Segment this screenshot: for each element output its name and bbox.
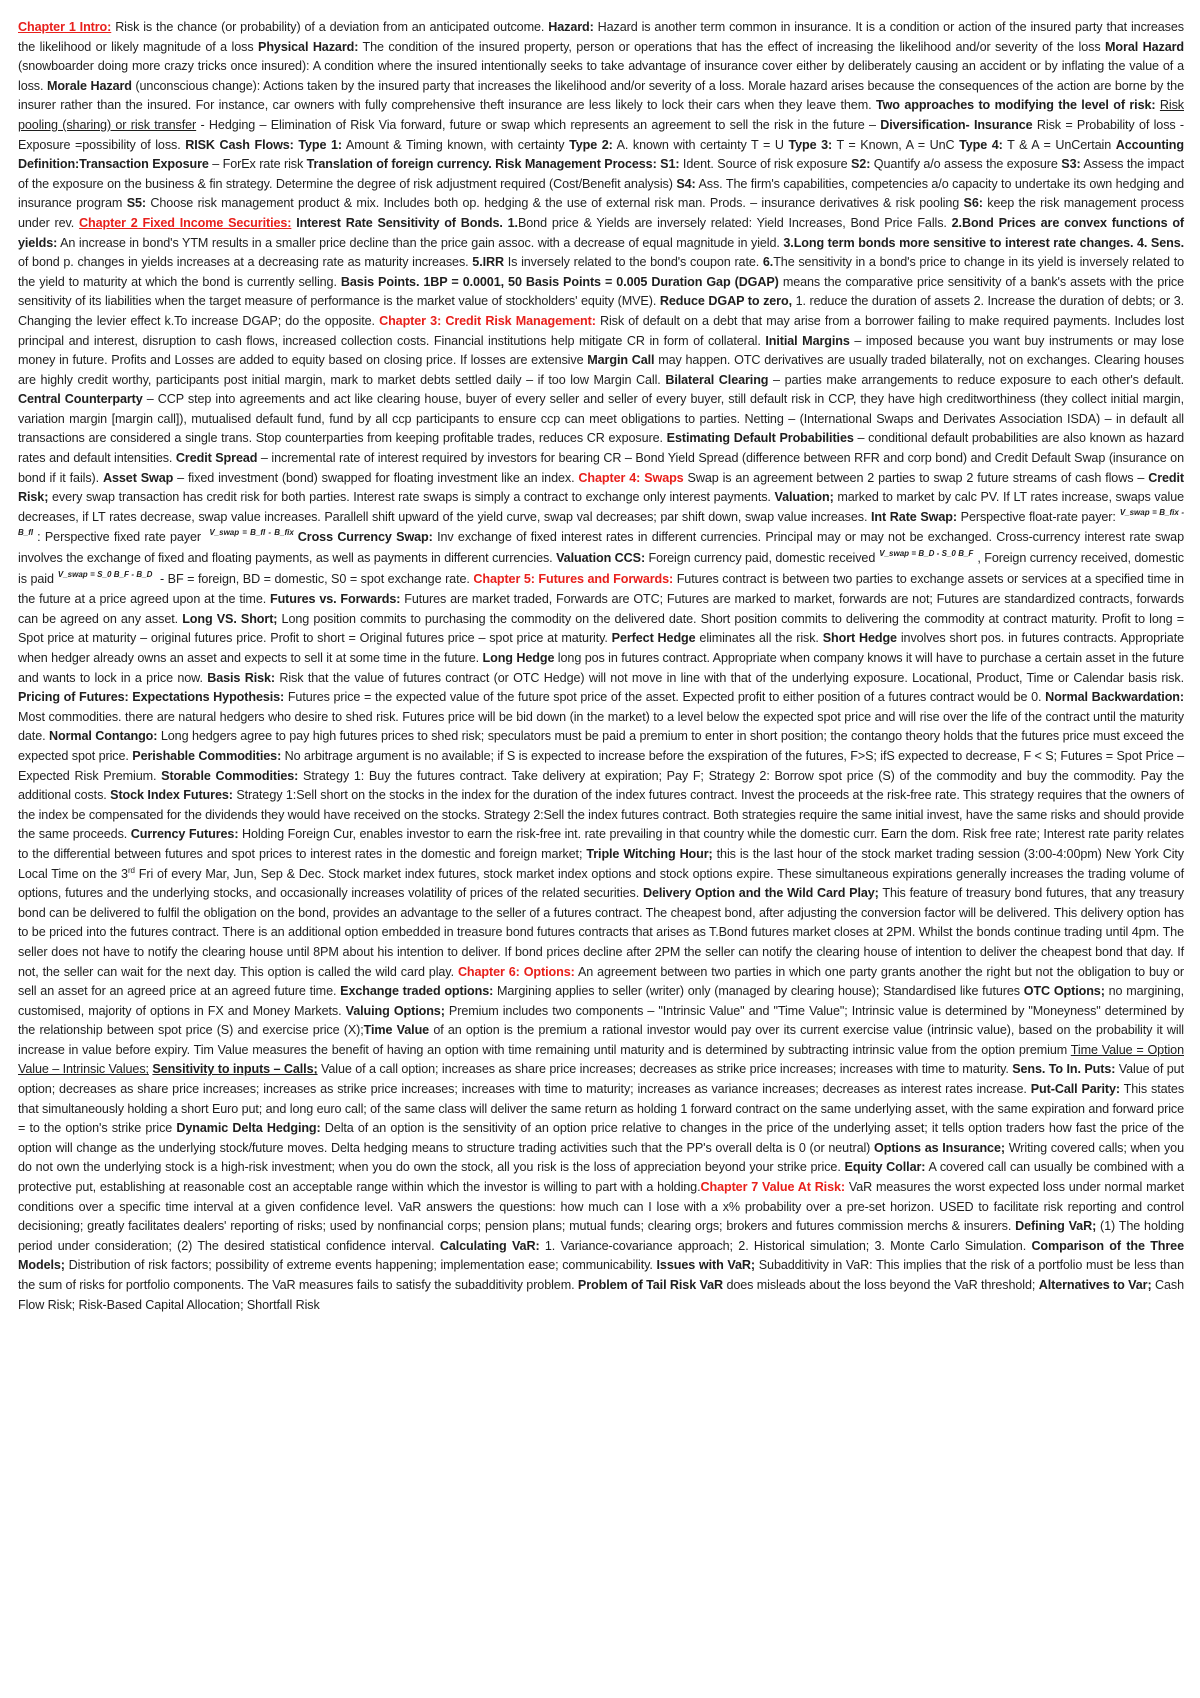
term-otc-options: OTC Options; [1023, 984, 1105, 999]
term-exchange-traded-options: Exchange traded options: [340, 984, 494, 999]
text-run: VaR measures the worst expected loss under normal market conditions over a specific time interval at a given confidence level. VaR answers the questions: how much can I lose with a x% probability over a pre-set horizon. USED to facilitate risk reporting and control decisioning; greatly facilitates dealers' reporting of risks; used by nonfinancial corps; pension plans; mutual funds; clearing orgs; brokers and futures commission merchs & insurers. [18, 1180, 1184, 1234]
term-long-term-bonds: 3.Long term bonds more sensitive to interest rate changes. 4. Sens. [783, 235, 1184, 250]
text-run: Risk that the value of futures contract (or OTC Hedge) will not move in line with that of the underlying exposure. Locational, Product, Time or Calendar basis risk. [275, 670, 1184, 685]
text-run: - Hedging – Elimination of Risk Via forward, future or swap which represents an agreement to sell the risk in the future – [196, 117, 881, 132]
term-s2: S2: [851, 157, 871, 172]
term-perishable-commodities: Perishable Commodities: [132, 748, 282, 763]
term-sensitivity-calls: Sensitivity to inputs – Calls; [152, 1062, 318, 1077]
text-run: Ident. Source of risk exposure [679, 157, 851, 172]
text-run: Strategy 1: Buy the futures contract. Take delivery at expiration; Pay F; Strategy 2: Borrow spot price (S) of the commodity and buy the commodity. Pay the additional costs. [18, 768, 1185, 803]
text-run: The sensitivity in a bond's price to change in its yield is inversely related to the yield to maturity at which the bond is currently selling. [18, 255, 1184, 289]
term-issues-with-var: Issues with VaR; [656, 1258, 755, 1273]
ordinal-suffix: rd [127, 865, 135, 875]
notes-paragraph [18, 18, 1184, 1315]
text-run: T & A = UnCertain [1002, 137, 1116, 152]
term-perfect-hedge: Perfect Hedge [611, 631, 696, 646]
text-run: this is the last hour of the stock market trading session (3:00-4:00pm) New York City Local Time on the 3 [18, 846, 1184, 881]
term-delivery-option: Delivery Option and the Wild Card Play; [642, 886, 879, 901]
term-6: 6. [762, 255, 774, 270]
text-run: every swap transaction has credit risk for both parties. Interest rate swaps is simply a contract to exchange only interest payments. [48, 490, 775, 505]
term-comparison-models: Comparison of the Three Models; [18, 1238, 1184, 1273]
term-basis-risk: Basis Risk: [207, 670, 276, 685]
term-triple-witching-hour: Triple Witching Hour; [586, 846, 713, 861]
text-run: Risk of default on a debt that may arise from a borrower failing to make required payments. Includes lost principal and interest, disruption to cash flows, increased collection costs. Financial institutions help mitigate CR in form of collateral. [18, 313, 1184, 348]
text-run: – parties make arrangements to reduce exposure to each other's default. [768, 372, 1184, 387]
term-risk-management-process: Translation of foreign currency. Risk Management Process: S1: [306, 157, 680, 172]
term-credit-risk: Credit Risk; [18, 470, 1184, 505]
text-run: – conditional default probabilities are also known as hazard rates and default intensities. [18, 431, 1184, 466]
term-interest-rate-sensitivity: Interest Rate Sensitivity of Bonds. 1. [291, 215, 518, 230]
text-run: – CCP step into agreements and act like clearing house, buyer of every seller and seller of every buyer, still default risk in CCP, they have high creditworthiness (they collect initial margin, variation margin [margin call]), mutualised default fund, fund by all ccp participants to ensure ccp can meet obligations to parties. Netting – (International Swaps and Derivates Association ISDA) – in default all transactions are considered a single trans. Stop counterparties from keeping profitable trades, reduces CR exposure. [18, 392, 1184, 446]
term-type-4: Type 4: [959, 137, 1003, 152]
text-run: involves short pos. in futures contracts. Appropriate when hedger already owns an asset and expects to sell it at some time in the future. [18, 631, 1184, 665]
term-int-rate-swap: Int Rate Swap: [871, 509, 957, 524]
text-run: Inv exchange of fixed interest rates in different currencies. Principal may or may not be exchanged. Cross-currency interest rate swap involves the exchange of fixed and floating payments, as well as payments in different currencies. [18, 530, 1184, 566]
term-alternatives-to-var: Alternatives to Var; [1038, 1278, 1152, 1292]
term-risk-pooling: Risk pooling (sharing) or risk transfer [18, 98, 1184, 132]
text-run: Choose risk management product & mix. Includes both op. hedging & the use of external risk man. Prods. – insurance derivatives & risk pooling [146, 196, 964, 211]
text-run: Value of put option; decreases as share price increases; increases as strike price increases; increases with time to maturity; increases as variance increases; decreases as interest rates increase. [18, 1062, 1184, 1097]
text-run: Quantify a/o assess the exposure [870, 157, 1062, 172]
term-type-3: Type 3: [788, 137, 833, 152]
term-risk-cash-flows: RISK Cash Flows: Type 1: [185, 137, 343, 152]
text-run: Distribution of risk factors; possibility of extreme events happening; implementation ease; communicability. [64, 1258, 657, 1273]
term-pricing-of-futures: Pricing of Futures: Expectations Hypothesis: [18, 690, 285, 705]
chapter-6-heading: Chapter 6: Options: [457, 964, 575, 979]
text-run: – imposed because you want buy instruments or may lose money in future. Profits and Losses are added to equity based on closing price. If losses are extensive [18, 333, 1184, 368]
formula-fixed-payer: V_swap = B_fl - B_fix [209, 528, 294, 538]
chapter-4-heading: Chapter 4: Swaps [578, 470, 684, 485]
text-run: – incremental rate of interest required by investors for bearing CR – Bond Yield Spread (difference between RFR and corp bond) and Credit Default Swap (insurance on bond if it fails). [18, 451, 1184, 485]
term-stock-index-futures: Stock Index Futures: [110, 788, 233, 803]
term-default-probabilities: Estimating Default Probabilities [666, 431, 854, 446]
text-run: of bond p. changes in yields increases at a decreasing rate as maturity increases. [18, 255, 473, 270]
text-run: (1) The holding period under consideration; (2) The desired statistical confidence interval. [18, 1219, 1184, 1253]
text-run: A. known with certainty T = U [612, 137, 789, 152]
text-run: does misleads about the loss beyond the VaR threshold; [723, 1278, 1039, 1292]
term-asset-swap: Asset Swap [102, 470, 174, 485]
text-run: 1. Variance-covariance approach; 2. Historical simulation; 3. Monte Carlo Simulation. [539, 1238, 1032, 1253]
text-run: (snowboarder doing more crazy tricks once insured): A condition where the insured intentionally seeks to take advantage of insurance cover either by deliberately causing an accident or by inflating the value of a loss. [18, 59, 1184, 93]
term-hazard: Hazard: [548, 20, 594, 34]
text-run: (unconscious change): Actions taken by the insured party that increases the likelihood and/or severity of a loss. Morale hazard arises because the consequences of the action are borne by the insurer rather than the insured. For instance, car owners with fully comprehensive theft insurance are less likely to lock their cars when they leave them. [18, 78, 1184, 113]
term-convex: 2.Bond Prices are convex functions of yields: [18, 215, 1185, 250]
text-run: keep the risk management process under rev. [18, 196, 1185, 230]
term-time-value: Time Value [363, 1023, 430, 1038]
term-physical-hazard: Physical Hazard: [258, 39, 359, 54]
text-run: Risk = Probability of loss - Exposure =possibility of loss. [18, 117, 1185, 152]
text-run: may happen. OTC derivatives are usually traded bilaterally, not on exchanges. Clearing houses are highly credit worthy, participants post initial margin, mark to market debts settled daily – if too low Margin Call. [18, 353, 1184, 387]
text-run: Strategy 1:Sell short on the stocks in the index for the duration of the index futures contract. Invest the proceeds at the risk-free rate. This strategy requires that the owners of the index be compensated for the dividends they would have received on the stocks. Strategy 2:Sell the index futures contract. Both strategies require the same initial invest, have the same risks and should provide the same proceeds. [18, 788, 1185, 842]
text-run: Ass. The firm's capabilities, competencies a/o capacity to undertake its own hedging and insurance program [18, 176, 1184, 211]
text-run: Long hedgers agree to pay high futures prices to shed risk; speculators must be paid a premium to enter in short position; the contango theory holds that the futures price must exceed the expected spot price. [18, 729, 1184, 763]
text-run: marked to market by calc PV. If LT rates increase, swaps value decreases, if LT rates decrease, swap value increases. Parallell shift upward of the yield curve, swap val decreases; par shift down, swap value increases. [18, 490, 1184, 524]
text-run: Long position commits to purchasing the commodity on the delivered date. Short position commits to delivering the commodity at contract maturity. Profit to long = Spot price at maturity – original futures price. Profit to short = Original futures price – spot price at maturity. [18, 611, 1184, 646]
term-dynamic-delta-hedging: Dynamic Delta Hedging: [176, 1121, 321, 1136]
term-long-hedge: Long Hedge [482, 651, 555, 665]
term-valuation: Valuation; [774, 490, 834, 505]
term-initial-margins: Initial Margins [765, 333, 850, 348]
term-central-counterparty: Central Counterparty [18, 392, 143, 407]
term-bilateral-clearing: Bilateral Clearing [665, 372, 769, 387]
term-transaction-exposure: Accounting Definition:Transaction Exposure [18, 137, 1184, 172]
term-valuing-options: Valuing Options; [345, 1003, 445, 1018]
text-run: An increase in bond's YTM results in a smaller price decline than the price gain assoc. with a decrease of equal magnitude in yield. [57, 235, 784, 250]
term-valuation-ccs: Valuation CCS: [556, 551, 646, 566]
term-tail-risk: Problem of Tail Risk VaR [577, 1278, 724, 1292]
chapter-2-heading: Chapter 2 Fixed Income Securities: [79, 215, 292, 230]
text-run: The condition of the insured property, person or operations that has the effect of increasing the likelihood and/or severity of the loss [358, 39, 1106, 54]
text-run: Assess the impact of the exposure on the business & fin strategy. Determine the degree of risk adjustment required (Cost/Benefit analysis) [18, 157, 1184, 191]
term-moral-hazard: Moral Hazard [1105, 39, 1184, 54]
term-defining-var: Defining VaR; [1015, 1219, 1097, 1234]
text-run: Bond price & Yields are inversely related: Yield Increases, Bond Price Falls. [517, 215, 952, 230]
term-s6: S6: [963, 196, 983, 211]
text-run: Value of a call option; increases as share price increases; decreases as strike price increases; increases with time to maturity. [317, 1062, 1013, 1077]
text-run: Delta of an option is the sensitivity of an option price relative to changes in the price of the underlying asset; it tells option traders how fast the price of the option will change as the underlying stock/future moves. Delta hedging means to structure trading activities such that the PP's overall delta is 0 (or neutral) [18, 1121, 1184, 1155]
text-run: Is inversely related to the bond's coupon rate. [504, 255, 763, 270]
term-s5: S5: [126, 196, 146, 211]
text-run: This states that simultaneously holding a short Euro put; and long euro call; of the same class will deliver the same return as holding 1 forward contract on the same underlying asset, with the same expiration and forward price = to the option's strike price [18, 1082, 1185, 1136]
term-reduce-dgap: Reduce DGAP to zero, [659, 294, 792, 309]
text-run: - BF = foreign, BD = domestic, S0 = spot exchange rate. [156, 571, 474, 586]
study-notes-sheet [18, 18, 1184, 1315]
text-run: An agreement between two parties in which one party grants another the right but not the obligation to buy or sell an asset for an agreed price at an agreed future time. [18, 964, 1184, 999]
term-type-2: Type 2: [569, 137, 613, 152]
term-put-call-parity: Put-Call Parity: [1030, 1082, 1120, 1097]
term-credit-spread: Credit Spread [175, 451, 258, 466]
text-run: A covered call can usually be combined with a protective put, establishing at reasonable cost an acceptable range within which the investor is willing to part with a holding. [18, 1160, 1184, 1195]
text-run: – fixed investment (bond) swapped for floating investment like an index. [173, 470, 579, 485]
formula-ccs-foreign-paid: V_swap = B_D - S_0 B_F [879, 549, 974, 559]
term-options-as-insurance: Options as Insurance; [874, 1140, 1005, 1155]
term-sens-puts: Sens. To In. Puts: [1012, 1062, 1116, 1077]
term-time-value-formula: Time Value = Option Value – Intrinsic Values; [18, 1042, 1184, 1077]
text-run: means the comparative price sensitivity of a bank's assets with the price sensitivity of its liabilities when the target measure of performance is the market value of stockholders' equity (MVE). [18, 274, 1185, 309]
text-run: Amount & Timing known, with certainty [342, 137, 570, 152]
term-normal-contango: Normal Contango: [49, 729, 158, 744]
term-normal-backwardation: Normal Backwardation: [1045, 690, 1184, 705]
text-run: no margining, customised, majority of options in FX and Money Markets. [18, 984, 1184, 1018]
text-run: T = Known, A = UnC [832, 137, 960, 152]
text-run: Fri of every Mar, Jun, Sep & Dec. Stock market index futures, stock market index options and stock options expire. These simultaneous expirations generally increases the trading volume of options, futures and the underlying stocks, and occasionally increases volatility of prices of the related securities. [18, 866, 1184, 901]
chapter-1-heading: Chapter 1 Intro: [18, 20, 112, 34]
text-run: 1. reduce the duration of assets 2. Increase the duration of debts; or 3. Changing the levier effect k.To increase DGAP; do the opposite. [18, 294, 1184, 328]
text-run: Perspective float-rate payer: [956, 509, 1116, 524]
text-run: Foreign currency paid, domestic received [645, 551, 876, 566]
text-run: , Foreign currency received, domestic is paid [18, 551, 1185, 586]
chapter-3-heading: Chapter 3: Credit Risk Management: [379, 313, 596, 328]
term-short-hedge: Short Hedge [822, 631, 897, 646]
text-run: long pos in futures contract. Appropriate when company knows it will have to purchase a certain asset in the future and wants to lock in a price now. [18, 651, 1184, 685]
text-run: : Perspective fixed rate payer [37, 530, 201, 545]
term-s4: S4: [676, 176, 696, 191]
chapter-5-heading: Chapter 5: Futures and Forwards: [473, 571, 674, 586]
text-run: Holding Foreign Cur, enables investor to earn the risk-free int. rate prevailing in that country while the domestic curr. Earn the dom. Risk free rate; Interest rate parity relates to the differential between futures and spot prices to interest rates in the domestic and foreign market; [18, 827, 1184, 861]
text-run: Subadditivity in VaR: This implies that the risk of a portfolio must be less than the sum of risks for portfolio components. The VaR measures fails to satisfy the subadditivity problem. [18, 1258, 1184, 1292]
text-run: of an option is the premium a rational investor would pay over its current exercise value (intrinsic value), based on the probability it will increase in value before expiry. Tim Value measures the benefit of having an option with time remaining until maturity and is determined by subtracting intrinsic value from the option premium [18, 1023, 1184, 1057]
text-run: Writing covered calls; when you do not own the underlying stock is a high-risk investment; when you do own the stock, all you risk is the loss of appreciation beyond your strike price. [18, 1140, 1184, 1175]
text-run: This feature of treasury bond futures, that any treasury bond can be delivered to fulfil the obligation on the bond, provides an advantage to the seller of a futures contract. The cheapest bond, after adjusting the conversion factor will be delivered. This delivery option has to be priced into the futures contract. There is an additional option embedded in treasure bond futures contracts that arises as T.Bond futures market closes at 2PM. Whilst the bonds continue trading until 4pm. The seller does not have to notify the clearing house until 8PM about his intention to deliver. If bond prices decline after 2PM the seller can notify the clearing house of intention to deliver the cheapest bond that day. If not, the seller can wait for the next day. This option is called the wild card play. [18, 886, 1184, 979]
term-two-approaches: Two approaches to modifying the level of risk: [875, 98, 1156, 113]
term-basis-points: Basis Points. 1BP = 0.0001, 50 Basis Points = 0.005 Duration Gap (DGAP) [340, 274, 779, 289]
term-margin-call: Margin Call [587, 353, 655, 368]
text-run: No arbitrage argument is no available; if S is expected to increase before the exspiration of the futures, F>S; ifS expected to decrease, F < S; Futures = Spot Price – Expected Risk Premium. [18, 748, 1184, 783]
text-run: Futures price = the expected value of the future spot price of the asset. Expected profit to either position of a futures contract would be 0. [284, 690, 1046, 705]
text-run: – ForEx rate risk [208, 157, 307, 172]
formula-ccs-domestic-paid: V_swap = S_0 B_F - B_D [57, 569, 153, 579]
text-run: Futures contract is between two parties to exchange assets or services at a specified time in the future at a price agreed upon at the time. [18, 571, 1184, 607]
formula-float-payer: V_swap = B_fix - B_fl [18, 507, 1185, 538]
text-run: Swap is an agreement between 2 parties to swap 2 future streams of cash flows – [683, 470, 1149, 485]
text-run: Margining applies to seller (writer) only (managed by clearing house); Standardised like futures [493, 984, 1024, 999]
term-morale-hazard: Morale Hazard [46, 78, 132, 93]
text-run: Cash Flow Risk; Risk-Based Capital Allocation; Shortfall Risk [18, 1278, 1184, 1312]
term-cross-currency-swap: Cross Currency Swap: [297, 530, 433, 545]
text-run: Premium includes two components – "Intrinsic Value" and "Time Value"; Intrinsic value is determined by "Moneyness" determined by the relationship between spot price (S) and exercise price (X); [18, 1003, 1184, 1038]
text-run: Risk is the chance (or probability) of a deviation from an anticipated outcome. [111, 20, 549, 34]
text-run: Futures are market traded, Forwards are OTC; Futures are marked to market, forwards are not; Futures are standardized contracts, forwards can be agreed on any asset. [18, 592, 1184, 626]
term-s3: S3: [1061, 157, 1081, 172]
term-calculating-var: Calculating VaR: [439, 1238, 540, 1253]
term-equity-collar: Equity Collar: [844, 1160, 926, 1175]
term-long-vs-short: Long VS. Short; [182, 611, 278, 626]
term-diversification: Diversification- Insurance [880, 117, 1033, 132]
text-run: eliminates all the risk. [695, 631, 823, 646]
term-storable-commodities: Storable Commodities: [161, 768, 299, 783]
term-irr: 5.IRR [472, 255, 504, 270]
term-futures-vs-forwards: Futures vs. Forwards: [269, 592, 401, 607]
text-run: Hazard is another term common in insurance. It is a condition or action of the insured party that increases the likelihood or likely magnitude of a loss [18, 20, 1184, 54]
term-currency-futures: Currency Futures: [130, 827, 239, 842]
chapter-7-heading: Chapter 7 Value At Risk: [700, 1180, 845, 1195]
text-run: Most commodities. there are natural hedgers who desire to shed risk. Futures price will be bid down (in the market) to a level below the expected spot price and will rise over the life of the contract until the maturity date. [18, 709, 1184, 744]
